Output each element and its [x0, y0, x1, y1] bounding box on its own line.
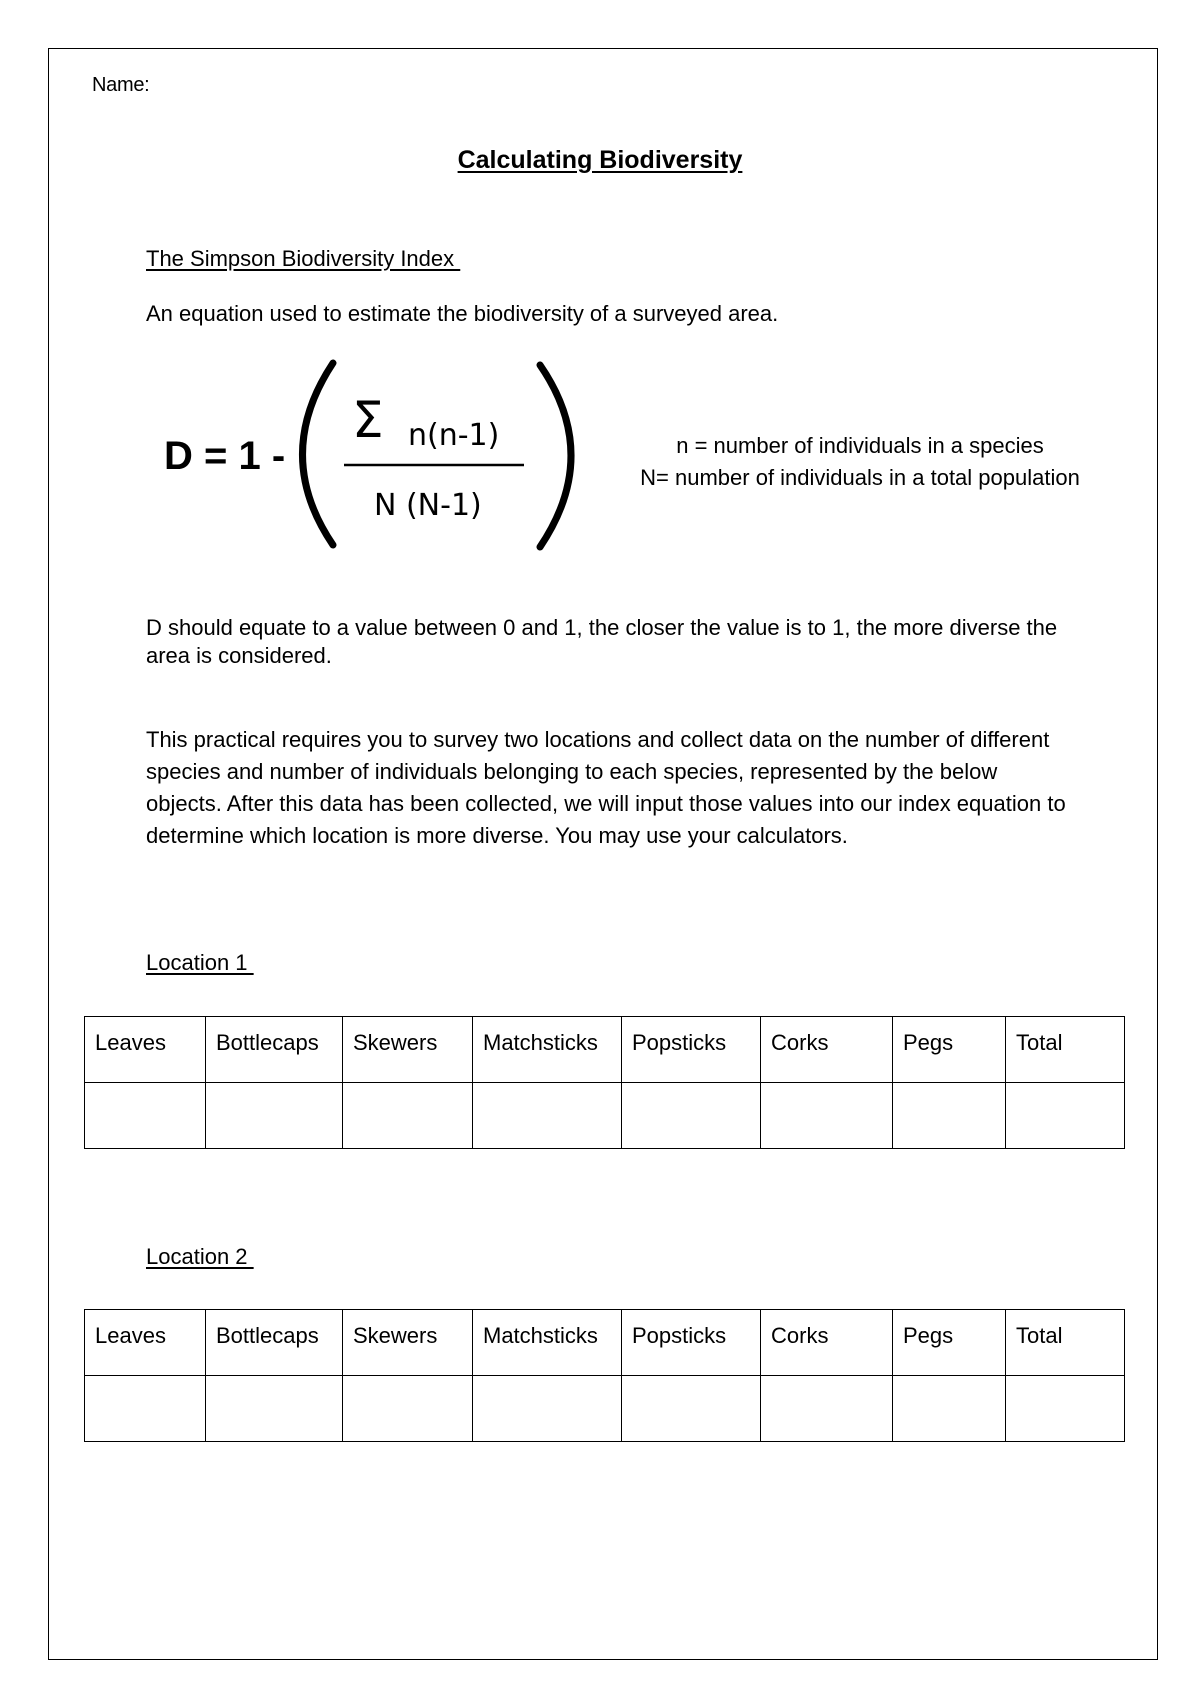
sigma-symbol: Σ: [352, 391, 384, 449]
column-header: Bottlecaps: [206, 1017, 343, 1083]
column-header: Bottlecaps: [206, 1310, 343, 1376]
entry-cell[interactable]: [622, 1376, 761, 1442]
location-2-entry-row: [85, 1376, 1125, 1442]
column-header: Popsticks: [622, 1310, 761, 1376]
entry-cell[interactable]: [206, 1083, 343, 1149]
simpson-formula: [150, 345, 590, 565]
document-title: Calculating Biodiversity: [457, 146, 743, 174]
entry-cell[interactable]: [343, 1376, 473, 1442]
index-description: An equation used to estimate the biodiversity of a surveyed area.: [146, 301, 779, 326]
column-header: Total: [1006, 1310, 1125, 1376]
column-header: Corks: [761, 1017, 893, 1083]
column-header: Pegs: [893, 1310, 1006, 1376]
location-2-header-row: [85, 1310, 1125, 1376]
entry-cell[interactable]: [893, 1083, 1006, 1149]
variable-n-definition: n = number of individuals in a species: [676, 433, 1044, 458]
column-header: Leaves: [85, 1310, 206, 1376]
column-header: Skewers: [343, 1017, 473, 1083]
column-header: Leaves: [85, 1017, 206, 1083]
name-label: Name:: [92, 74, 150, 96]
range-explanation: D should equate to a value between 0 and 1, the closer the value is to 1, the more diverse the area is considered.: [146, 615, 1058, 668]
location-2-table: [84, 1309, 1125, 1442]
entry-cell[interactable]: [473, 1376, 622, 1442]
location-1-table: [84, 1016, 1125, 1149]
simpson-index-heading: The Simpson Biodiversity Index: [146, 246, 461, 271]
formula-variables: [610, 430, 1110, 494]
location-1-entry-row: [85, 1083, 1125, 1149]
formula-lhs: D = 1 -: [164, 434, 286, 478]
column-header: Matchsticks: [473, 1310, 622, 1376]
formula-numerator: n(n-1): [408, 418, 500, 453]
location-1-header-row: [85, 1017, 1125, 1083]
entry-cell[interactable]: [761, 1083, 893, 1149]
column-header: Total: [1006, 1017, 1125, 1083]
column-header: Popsticks: [622, 1017, 761, 1083]
left-parenthesis: [303, 363, 334, 545]
location-1-heading: Location 1: [146, 950, 254, 975]
practical-instructions: This practical requires you to survey two locations and collect data on the number of different species and number of individuals belonging to each species, represented by the below objects. After this data has been collected, we will input those values into our index equation to determine which location is more diverse. You may use your calculators.: [146, 727, 1066, 848]
entry-cell[interactable]: [761, 1376, 893, 1442]
location-2-heading: Location 2: [146, 1244, 254, 1269]
entry-cell[interactable]: [85, 1083, 206, 1149]
right-parenthesis: [540, 365, 571, 547]
entry-cell[interactable]: [206, 1376, 343, 1442]
column-header: Skewers: [343, 1310, 473, 1376]
entry-cell[interactable]: [1006, 1083, 1125, 1149]
variable-N-definition: N= number of individuals in a total population: [640, 465, 1080, 490]
formula-denominator: N (N-1): [374, 488, 482, 523]
entry-cell[interactable]: [893, 1376, 1006, 1442]
entry-cell[interactable]: [1006, 1376, 1125, 1442]
column-header: Corks: [761, 1310, 893, 1376]
entry-cell[interactable]: [473, 1083, 622, 1149]
entry-cell[interactable]: [85, 1376, 206, 1442]
column-header: Pegs: [893, 1017, 1006, 1083]
entry-cell[interactable]: [622, 1083, 761, 1149]
column-header: Matchsticks: [473, 1017, 622, 1083]
entry-cell[interactable]: [343, 1083, 473, 1149]
